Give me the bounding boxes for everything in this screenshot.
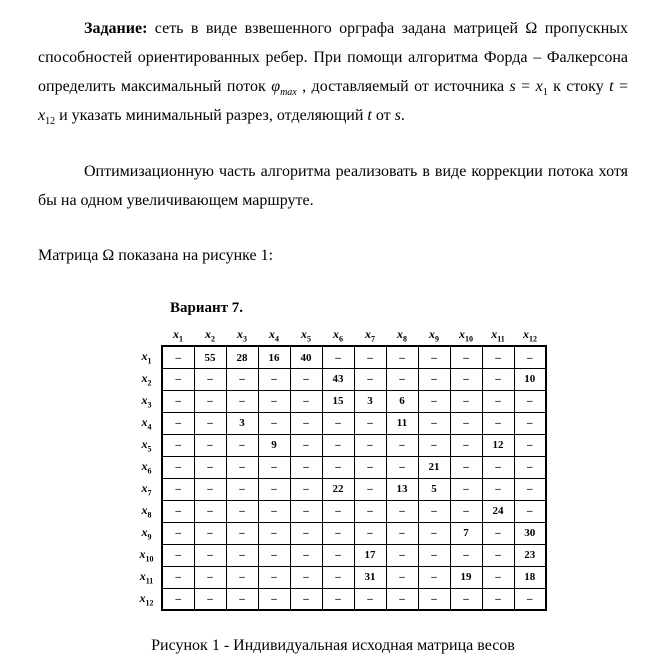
- matrix-cell: –: [162, 346, 194, 368]
- matrix-cell: –: [482, 522, 514, 544]
- matrix-cell: –: [418, 500, 450, 522]
- matrix-col-header: $x_8$: [397, 327, 407, 344]
- matrix-row: [135, 566, 546, 588]
- matrix-row-header: $x_2$: [141, 371, 152, 388]
- matrix-cell: –: [354, 346, 386, 368]
- matrix-row: [135, 412, 546, 434]
- matrix-cell: –: [194, 588, 226, 610]
- phi-symbol: φ: [271, 78, 281, 95]
- task-eq-1: =: [515, 78, 536, 95]
- matrix-col-header: $x_{10}$: [459, 327, 473, 344]
- matrix-row-header: $x_{10}$: [139, 547, 154, 564]
- matrix-cell: –: [450, 500, 482, 522]
- matrix-cell: –: [258, 500, 290, 522]
- task-lead-label: Задание:: [84, 20, 148, 37]
- matrix-cell: –: [162, 588, 194, 610]
- matrix-cell: –: [290, 588, 322, 610]
- matrix-row-header: $x_8$: [141, 503, 152, 520]
- matrix-cell: 24: [482, 500, 514, 522]
- matrix-cell: –: [450, 544, 482, 566]
- task-text-2: , доставляемый от источника: [296, 78, 510, 95]
- matrix-col-header: $x_3$: [237, 327, 247, 344]
- matrix-cell: –: [290, 522, 322, 544]
- matrix-row-header: $x_3$: [141, 393, 152, 410]
- matrix-col-header: $x_6$: [333, 327, 343, 344]
- matrix-cell: –: [450, 456, 482, 478]
- sink-var: t: [609, 78, 614, 95]
- matrix-cell: –: [322, 412, 354, 434]
- matrix-cell: –: [450, 412, 482, 434]
- task-text-1: сеть в виде взвешенного орграфа задана матрицей Ω пропускных способностей ориентированных ребер. При помощи алгоритма Форда – Фалкерсона определить максимальный поток: [38, 20, 628, 95]
- matrix-cell: –: [322, 588, 354, 610]
- matrix-cell: –: [322, 522, 354, 544]
- matrix-col-header: $x_1$: [173, 327, 183, 344]
- matrix-cell: 43: [322, 368, 354, 390]
- task-text-4: и указать минимальный разрез, отделяющий: [55, 107, 368, 124]
- matrix-cell: –: [258, 368, 290, 390]
- matrix-cell: –: [482, 544, 514, 566]
- task-text-6: .: [400, 107, 405, 124]
- matrix-cell: –: [354, 434, 386, 456]
- matrix-cell: –: [194, 412, 226, 434]
- source-var-2: s: [394, 107, 401, 124]
- matrix-cell: –: [482, 588, 514, 610]
- matrix-cell: –: [258, 544, 290, 566]
- task-eq-2: =: [613, 78, 628, 95]
- matrix-cell: –: [290, 500, 322, 522]
- matrix-col-header: $x_5$: [301, 327, 311, 344]
- matrix-cell: –: [418, 346, 450, 368]
- matrix-cell: –: [514, 456, 546, 478]
- matrix-cell: –: [482, 412, 514, 434]
- matrix-cell: –: [418, 412, 450, 434]
- matrix-cell: –: [290, 434, 322, 456]
- matrix-col-header: $x_4$: [269, 327, 279, 344]
- matrix-cell: –: [162, 566, 194, 588]
- matrix-row: [135, 544, 546, 566]
- matrix-cell: –: [450, 368, 482, 390]
- matrix-row: [135, 434, 546, 456]
- matrix-row: [135, 368, 546, 390]
- matrix-cell: –: [194, 390, 226, 412]
- matrix-cell: –: [450, 434, 482, 456]
- matrix-cell: –: [194, 478, 226, 500]
- matrix-cell: –: [514, 500, 546, 522]
- matrix-row-header: $x_6$: [141, 459, 152, 476]
- weight-matrix-figure: [135, 327, 628, 611]
- matrix-cell: –: [194, 544, 226, 566]
- matrix-cell: –: [354, 368, 386, 390]
- matrix-col-header: $x_{11}$: [491, 327, 505, 344]
- matrix-col-header: $x_{12}$: [523, 327, 537, 344]
- matrix-cell: –: [162, 456, 194, 478]
- matrix-cell: –: [450, 390, 482, 412]
- matrix-cell: –: [482, 566, 514, 588]
- matrix-cell: –: [354, 456, 386, 478]
- matrix-col-header: $x_2$: [205, 327, 215, 344]
- matrix-cell: –: [514, 478, 546, 500]
- matrix-cell: –: [194, 456, 226, 478]
- matrix-cell: –: [162, 544, 194, 566]
- matrix-cell: –: [258, 390, 290, 412]
- matrix-cell: –: [386, 434, 418, 456]
- matrix-cell: –: [290, 390, 322, 412]
- matrix-cell: –: [386, 456, 418, 478]
- matrix-cell: –: [226, 434, 258, 456]
- matrix-col-header: $x_9$: [429, 327, 439, 344]
- matrix-cell: –: [482, 456, 514, 478]
- matrix-cell: –: [418, 434, 450, 456]
- matrix-cell: –: [194, 500, 226, 522]
- matrix-cell: –: [162, 412, 194, 434]
- matrix-row-header: $x_5$: [141, 437, 152, 454]
- matrix-cell: –: [258, 478, 290, 500]
- matrix-cell: –: [482, 390, 514, 412]
- matrix-cell: –: [258, 588, 290, 610]
- matrix-cell: –: [514, 346, 546, 368]
- matrix-row: [135, 478, 546, 500]
- matrix-row-header: $x_7$: [141, 481, 152, 498]
- matrix-cell: 3: [354, 390, 386, 412]
- matrix-cell: –: [322, 456, 354, 478]
- matrix-cell: –: [418, 390, 450, 412]
- matrix-cell: –: [482, 478, 514, 500]
- matrix-cell: –: [290, 456, 322, 478]
- task-paragraph: [38, 14, 628, 130]
- matrix-cell: –: [194, 566, 226, 588]
- matrix-cell: –: [354, 500, 386, 522]
- matrix-cell: –: [162, 390, 194, 412]
- matrix-cell: –: [162, 368, 194, 390]
- matrix-cell: –: [386, 368, 418, 390]
- matrix-cell: 21: [418, 456, 450, 478]
- matrix-cell: –: [194, 434, 226, 456]
- matrix-row: [135, 456, 546, 478]
- matrix-cell: –: [450, 588, 482, 610]
- matrix-cell: –: [386, 500, 418, 522]
- matrix-cell: 3: [226, 412, 258, 434]
- matrix-cell: –: [514, 390, 546, 412]
- matrix-cell: 31: [354, 566, 386, 588]
- matrix-cell: 7: [450, 522, 482, 544]
- matrix-row-header: $x_9$: [141, 525, 152, 542]
- matrix-cell: –: [450, 346, 482, 368]
- matrix-cell: 19: [450, 566, 482, 588]
- matrix-corner-cell: [135, 327, 162, 346]
- matrix-row-header: $x_{12}$: [139, 591, 154, 608]
- matrix-cell: –: [290, 368, 322, 390]
- matrix-row-header: $x_4$: [141, 415, 152, 432]
- matrix-cell: 18: [514, 566, 546, 588]
- matrix-cell: –: [354, 522, 386, 544]
- matrix-cell: –: [226, 390, 258, 412]
- source-var: s: [509, 78, 516, 95]
- figure-caption: Рисунок 1 - Индивидуальная исходная матрица весов: [151, 637, 515, 655]
- matrix-cell: –: [258, 522, 290, 544]
- matrix-cell: –: [386, 588, 418, 610]
- x12-var: x: [38, 107, 46, 124]
- matrix-cell: 5: [418, 478, 450, 500]
- matrix-cell: –: [354, 478, 386, 500]
- matrix-cell: 12: [482, 434, 514, 456]
- matrix-row: [135, 588, 546, 610]
- task-text-5: от: [371, 107, 395, 124]
- x1-var: x: [535, 78, 543, 95]
- matrix-cell: –: [226, 456, 258, 478]
- matrix-cell: –: [226, 500, 258, 522]
- matrix-row-header: $x_{11}$: [139, 569, 154, 586]
- matrix-cell: 55: [194, 346, 226, 368]
- matrix-cell: –: [322, 500, 354, 522]
- matrix-cell: 40: [290, 346, 322, 368]
- matrix-cell: 6: [386, 390, 418, 412]
- matrix-cell: –: [418, 566, 450, 588]
- matrix-cell: 30: [514, 522, 546, 544]
- matrix-cell: –: [162, 478, 194, 500]
- matrix-cell: –: [354, 588, 386, 610]
- matrix-cell: –: [322, 566, 354, 588]
- matrix-cell: –: [226, 588, 258, 610]
- matrix-cell: –: [322, 434, 354, 456]
- matrix-col-header: $x_7$: [365, 327, 375, 344]
- matrix-cell: –: [386, 346, 418, 368]
- matrix-cell: –: [258, 566, 290, 588]
- matrix-cell: –: [514, 412, 546, 434]
- weight-matrix-table: [135, 327, 547, 611]
- matrix-cell: –: [162, 522, 194, 544]
- matrix-cell: –: [354, 412, 386, 434]
- variant-heading: Вариант 7.: [170, 300, 244, 316]
- matrix-row: [135, 500, 546, 522]
- sink-var-2: t: [367, 107, 372, 124]
- matrix-cell: 10: [514, 368, 546, 390]
- matrix-cell: –: [386, 566, 418, 588]
- matrix-cell: –: [162, 434, 194, 456]
- matrix-cell: –: [514, 434, 546, 456]
- matrix-cell: 28: [226, 346, 258, 368]
- matrix-cell: 11: [386, 412, 418, 434]
- matrix-cell: –: [290, 544, 322, 566]
- matrix-cell: –: [226, 478, 258, 500]
- matrix-cell: –: [290, 478, 322, 500]
- matrix-row: [135, 522, 546, 544]
- matrix-row-header: $x_1$: [141, 349, 152, 366]
- matrix-cell: –: [226, 522, 258, 544]
- matrix-cell: –: [258, 412, 290, 434]
- matrix-cell: –: [258, 456, 290, 478]
- matrix-cell: 23: [514, 544, 546, 566]
- phi-max-subscript: max: [280, 87, 297, 99]
- matrix-cell: –: [290, 412, 322, 434]
- matrix-cell: –: [418, 522, 450, 544]
- matrix-cell: –: [450, 478, 482, 500]
- matrix-cell: –: [290, 566, 322, 588]
- task-text-3: к стоку: [547, 78, 610, 95]
- matrix-cell: 22: [322, 478, 354, 500]
- matrix-cell: –: [162, 500, 194, 522]
- matrix-row: [135, 346, 546, 368]
- matrix-cell: –: [226, 544, 258, 566]
- matrix-cell: –: [386, 544, 418, 566]
- matrix-cell: –: [386, 522, 418, 544]
- matrix-cell: –: [194, 368, 226, 390]
- matrix-cell: –: [418, 588, 450, 610]
- x1-subscript: 1: [542, 87, 548, 99]
- matrix-cell: –: [322, 544, 354, 566]
- matrix-cell: –: [482, 368, 514, 390]
- matrix-cell: –: [322, 346, 354, 368]
- matrix-row: [135, 390, 546, 412]
- matrix-cell: –: [226, 566, 258, 588]
- matrix-cell: –: [226, 368, 258, 390]
- matrix-cell: 17: [354, 544, 386, 566]
- matrix-cell: –: [418, 368, 450, 390]
- optimization-paragraph: Оптимизационную часть алгоритма реализовать в виде коррекции потока хотя бы на одном увеличивающем маршруте.: [38, 163, 628, 209]
- matrix-cell: –: [194, 522, 226, 544]
- matrix-cell: 13: [386, 478, 418, 500]
- x12-subscript: 12: [45, 116, 56, 128]
- matrix-cell: 15: [322, 390, 354, 412]
- matrix-cell: –: [418, 544, 450, 566]
- matrix-cell: 16: [258, 346, 290, 368]
- matrix-intro-paragraph: Матрица Ω показана на рисунке 1:: [38, 247, 274, 264]
- matrix-cell: –: [514, 588, 546, 610]
- matrix-cell: –: [482, 346, 514, 368]
- matrix-cell: 9: [258, 434, 290, 456]
